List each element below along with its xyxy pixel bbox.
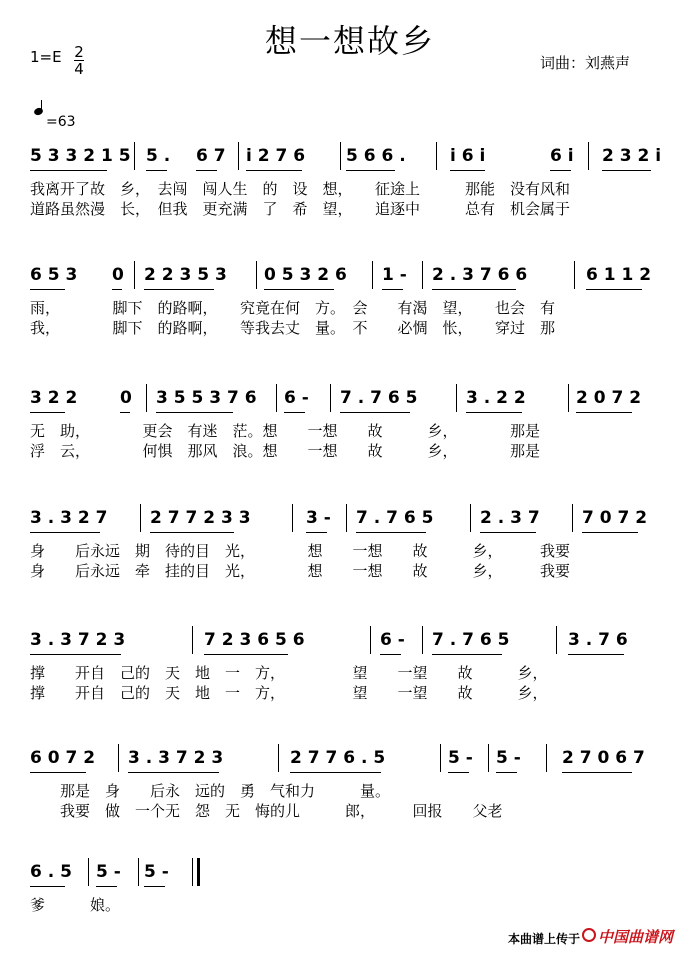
bar-line xyxy=(574,261,575,289)
beam-underline xyxy=(144,289,214,290)
notes-group: 2 7 0 6 7 xyxy=(562,748,645,768)
beam-underline xyxy=(306,532,327,533)
notes-group: 3 2 2 xyxy=(30,388,78,408)
beam-underline xyxy=(582,532,638,533)
notes-group: i 2 7 6 xyxy=(246,146,306,166)
bar-line xyxy=(330,384,331,412)
site-logo-text: 中国曲谱网 xyxy=(598,928,674,946)
notes-group: 6 - xyxy=(284,388,309,408)
bar-line xyxy=(588,142,589,170)
site-logo-icon xyxy=(582,928,596,942)
notes-group: 1 - xyxy=(382,265,407,285)
notes-group: 6 . 5 xyxy=(30,862,72,882)
lyric-line: 身 后永远 期 待的目 光， 想 一想 故 乡， 我要 xyxy=(30,542,571,560)
notes-group: 2 3 2 i xyxy=(602,146,662,166)
beam-underline xyxy=(146,170,167,171)
beam-underline xyxy=(30,170,107,171)
bar-line xyxy=(276,384,277,412)
notes-group: 3 . 7 6 xyxy=(568,630,628,650)
beam-underline xyxy=(30,532,100,533)
lyric-line: 我离开了故 乡， 去闯 闯人生 的 设 想， 征途上 那能 没有风和 xyxy=(30,180,571,198)
notes-group: 5 - xyxy=(448,748,473,768)
beam-underline xyxy=(150,532,234,533)
beam-underline xyxy=(30,886,65,887)
bar-line xyxy=(192,626,193,654)
bar-line xyxy=(140,504,141,532)
beam-underline xyxy=(120,412,130,413)
notes-group: 5 - xyxy=(144,862,169,882)
bar-line xyxy=(488,744,489,772)
key-signature: 1=E xyxy=(30,48,62,66)
beam-underline xyxy=(196,170,217,171)
beam-underline xyxy=(576,412,632,413)
notes-group: 6 - xyxy=(380,630,405,650)
notes-group: 7 0 7 2 xyxy=(582,508,648,528)
beam-underline xyxy=(96,886,117,887)
beam-underline xyxy=(204,654,288,655)
notes-group: 5 - xyxy=(96,862,121,882)
beam-underline xyxy=(480,532,536,533)
beam-underline xyxy=(450,170,485,171)
bar-line xyxy=(572,504,573,532)
final-barline xyxy=(192,858,200,886)
bar-line xyxy=(118,744,119,772)
bar-line xyxy=(440,744,441,772)
beam-underline xyxy=(30,654,121,655)
lyric-line: 我要 做 一个无 怨 无 悔的儿 郎， 回报 父老 xyxy=(30,802,503,820)
lyric-line: 身 后永远 牵 挂的目 光， 想 一想 故 乡， 我要 xyxy=(30,562,571,580)
beam-underline xyxy=(30,289,65,290)
beam-underline xyxy=(380,654,401,655)
bar-line xyxy=(456,384,457,412)
lyric-line: 那是 身 后永 远的 勇 气和力 量。 xyxy=(30,782,391,800)
beam-underline xyxy=(346,170,395,171)
notes-group: 0 5 3 2 6 xyxy=(264,265,347,285)
time-signature xyxy=(74,44,84,77)
notes-group: 6 5 3 xyxy=(30,265,78,285)
bar-line xyxy=(436,142,437,170)
bar-line xyxy=(422,261,423,289)
notes-group: 2 7 7 2 3 3 xyxy=(150,508,251,528)
bar-line xyxy=(134,261,135,289)
beam-underline xyxy=(448,772,469,773)
bar-line xyxy=(340,142,341,170)
bar-line xyxy=(134,142,135,170)
bar-line xyxy=(238,142,239,170)
beam-underline xyxy=(30,412,65,413)
credit-text: 词曲：刘燕声 xyxy=(540,54,631,72)
beam-underline xyxy=(432,654,502,655)
beam-underline xyxy=(586,289,642,290)
notes-group: 2 2 3 5 3 xyxy=(144,265,227,285)
time-bottom: 4 xyxy=(74,60,84,78)
notes-group: 3 . 3 7 2 3 xyxy=(30,630,126,650)
notes-group: 7 2 3 6 5 6 xyxy=(204,630,305,650)
bar-line xyxy=(256,261,257,289)
lyric-line: 道路虽然漫 长， 但我 更充满 了 希 望， 追逐中 总有 机会属于 xyxy=(30,200,571,218)
beam-underline xyxy=(432,289,516,290)
notes-group: 2 . 3 7 6 6 xyxy=(432,265,528,285)
beam-underline xyxy=(284,412,305,413)
beam-underline xyxy=(356,532,426,533)
beam-underline xyxy=(466,412,522,413)
notes-group: 5 . xyxy=(146,146,171,166)
notes-group: 7 . 7 6 5 xyxy=(340,388,418,408)
notes-group: 0 xyxy=(112,265,124,285)
bar-line xyxy=(556,626,557,654)
notes-group: 5 3 3 2 1 5 xyxy=(30,146,131,166)
upload-note: 本曲谱上传于 xyxy=(508,932,581,946)
notes-group: 3 . 3 7 2 3 xyxy=(128,748,224,768)
bar-line xyxy=(88,858,89,886)
bar-line xyxy=(146,384,147,412)
bar-line xyxy=(278,744,279,772)
time-top: 2 xyxy=(74,43,84,61)
notes-group: 7 . 7 6 5 xyxy=(356,508,434,528)
lyric-line: 撑 开自 己的 天 地 一 方， 望 一望 故 乡， xyxy=(30,664,548,682)
bar-line xyxy=(292,504,293,532)
lyric-line: 浮 云， 何惧 那风 浪。想 一想 故 乡， 那是 xyxy=(30,442,541,460)
bar-line xyxy=(470,504,471,532)
beam-underline xyxy=(112,289,122,290)
notes-group: 3 . 3 2 7 xyxy=(30,508,108,528)
beam-underline xyxy=(382,289,403,290)
notes-group: 7 . 7 6 5 xyxy=(432,630,510,650)
page-title: 想一想故乡 xyxy=(264,22,435,60)
beam-underline xyxy=(602,170,651,171)
notes-group: 5 - xyxy=(496,748,521,768)
beam-underline xyxy=(128,772,219,773)
lyric-line: 无 助， 更会 有迷 茫。想 一想 故 乡， 那是 xyxy=(30,422,541,440)
bar-line xyxy=(370,626,371,654)
notes-group: 5 6 6 . xyxy=(346,146,406,166)
notes-group: 6 i xyxy=(550,146,574,166)
tempo-value: =63 xyxy=(46,114,76,130)
bar-line xyxy=(138,858,139,886)
notes-group: 2 . 3 7 xyxy=(480,508,540,528)
beam-underline xyxy=(568,654,624,655)
notes-group: 6 0 7 2 xyxy=(30,748,96,768)
note-stem xyxy=(41,100,42,112)
bar-line xyxy=(372,261,373,289)
bar-line xyxy=(546,744,547,772)
notes-group: 0 xyxy=(120,388,132,408)
notes-group: 3 - xyxy=(306,508,331,528)
beam-underline xyxy=(156,412,233,413)
beam-underline xyxy=(30,772,86,773)
notes-group: i 6 i xyxy=(450,146,486,166)
beam-underline xyxy=(264,289,334,290)
quarter-note-icon xyxy=(33,107,44,117)
lyric-line: 雨， 脚下 的路啊， 究竟在何 方。 会 有渴 望， 也会 有 xyxy=(30,299,556,317)
lyric-line: 我， 脚下 的路啊， 等我去丈 量。 不 必惆 怅， 穿过 那 xyxy=(30,319,556,337)
beam-underline xyxy=(340,412,410,413)
notes-group: 2 7 7 6 . 5 xyxy=(290,748,386,768)
notes-group: 3 5 5 3 7 6 xyxy=(156,388,257,408)
lyric-line: 撑 开自 己的 天 地 一 方， 望 一望 故 乡， xyxy=(30,684,548,702)
beam-underline xyxy=(496,772,517,773)
beam-underline xyxy=(290,772,381,773)
notes-group: 6 7 xyxy=(196,146,226,166)
notes-group: 6 1 1 2 xyxy=(586,265,652,285)
notes-group: 2 0 7 2 xyxy=(576,388,642,408)
beam-underline xyxy=(246,170,302,171)
bar-line xyxy=(422,626,423,654)
beam-underline xyxy=(562,772,632,773)
bar-line xyxy=(568,384,569,412)
bar-line xyxy=(346,504,347,532)
beam-underline xyxy=(550,170,571,171)
beam-underline xyxy=(144,886,165,887)
lyric-line: 爹 娘。 xyxy=(30,896,121,914)
notes-group: 3 . 2 2 xyxy=(466,388,526,408)
